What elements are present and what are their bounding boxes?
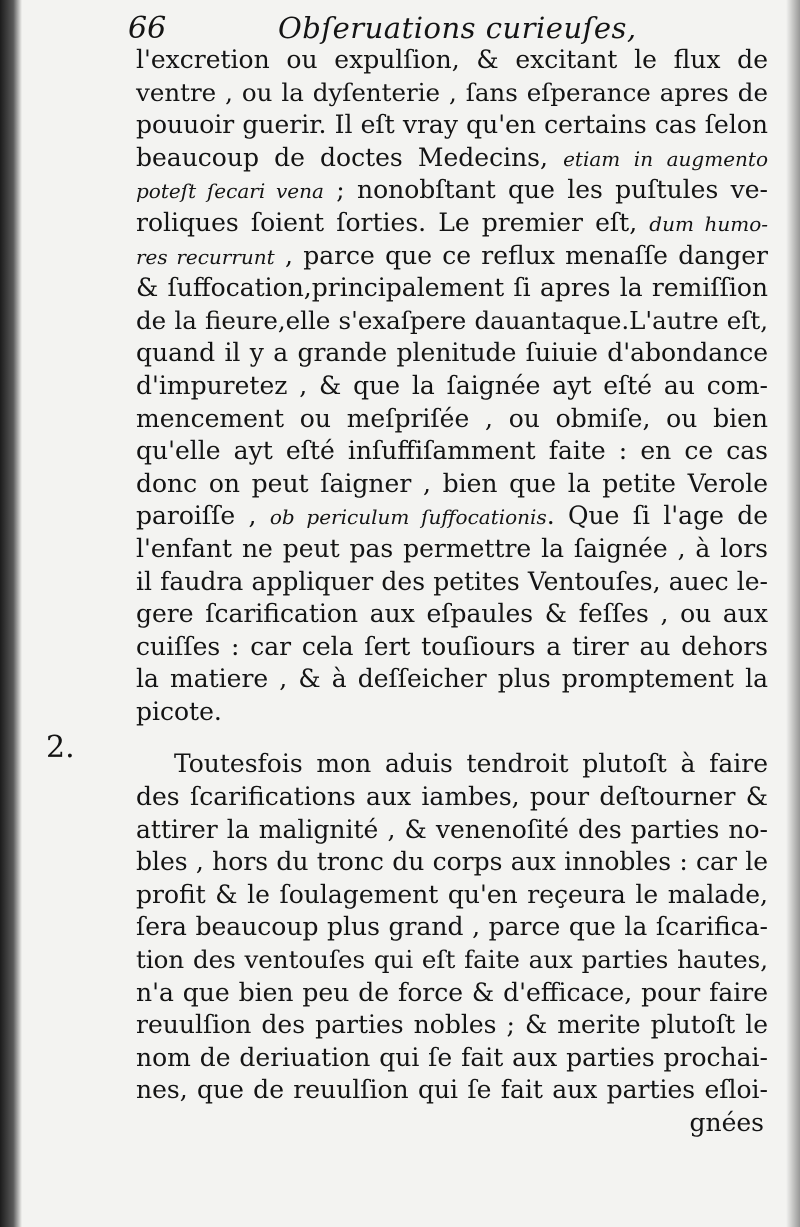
running-title: Obſeruations curieuſes,	[278, 11, 637, 45]
margin-note-number: 2.	[46, 730, 75, 765]
text-segment: tion des ventouſes qui eſt faite aux parties hautes,	[136, 945, 768, 975]
text-segment: n'a que bien peu de force & d'efficace, pour faire	[136, 977, 768, 1007]
text-line	[136, 142, 768, 175]
text-segment: mencement ou meſpriſée , ou obmiſe, ou bien	[136, 403, 768, 433]
text-line	[136, 748, 768, 781]
text-line	[136, 44, 768, 77]
text-line	[136, 814, 768, 847]
text-segment: ; nonobſtant que les puſtules ve-	[323, 175, 768, 205]
text-segment: ſera beaucoup plus grand , parce que la ſcarifica-	[136, 912, 768, 942]
text-segment: quand il y a grande plenitude ſuiuie d'abondance	[136, 338, 768, 368]
text-segment: . Que ſi l'age de	[546, 501, 769, 531]
text-line	[136, 879, 768, 912]
text-line	[136, 109, 768, 142]
text-line	[136, 977, 768, 1010]
paragraph-gap	[136, 728, 768, 748]
text-line	[136, 435, 768, 468]
text-line	[136, 533, 768, 566]
catchword: gnées	[689, 1108, 764, 1137]
text-line	[136, 696, 768, 729]
text-segment: cuiſſes : car cela ſert touſiours a tirer au dehors	[136, 631, 768, 661]
text-segment: des ſcarifications aux iambes, pour deſtourner &	[136, 782, 768, 812]
text-line	[136, 500, 768, 533]
latin-phrase: ob periculum ſuffocationis	[269, 505, 547, 530]
text-line	[136, 598, 768, 631]
text-segment: pouuoir guerir. Il eſt vray qu'en certains cas ſelon	[136, 110, 768, 140]
text-line	[136, 207, 768, 240]
text-line	[136, 174, 768, 207]
page-number: 66	[128, 11, 167, 46]
text-segment: reuulſion des parties nobles ; & merite plutoſt le	[136, 1010, 768, 1040]
text-segment: paroiſſe ,	[136, 501, 270, 531]
text-line	[136, 631, 768, 664]
text-segment: , parce que ce reflux menaſſe danger	[274, 240, 768, 270]
text-line	[136, 403, 768, 436]
latin-phrase: etiam in augmento	[563, 146, 768, 171]
text-line	[136, 305, 768, 338]
latin-phrase: res recurrunt	[136, 244, 275, 269]
text-line	[136, 240, 768, 273]
text-line	[136, 781, 768, 814]
text-segment: donc on peut ſaigner , bien que la petite Verole	[136, 468, 768, 498]
text-line	[136, 1074, 768, 1107]
text-segment: de la fieure,elle s'exaſpere dauantaque.L'autre eſt,	[136, 305, 768, 335]
text-line	[136, 663, 768, 696]
text-line	[136, 272, 768, 305]
text-segment: l'enfant ne peut pas permettre la ſaignée , à lors	[136, 533, 768, 563]
text-line	[136, 1042, 768, 1075]
text-segment: picote.	[136, 696, 222, 726]
text-segment: nes, que de reuulſion qui ſe fait aux parties eſloi-	[136, 1075, 768, 1105]
latin-phrase: poteſt ſecari vena	[136, 179, 324, 204]
text-segment: qu'elle ayt eſté inſuffiſamment faite : en ce cas	[136, 436, 768, 466]
text-segment: ventre , ou la dyſenterie , ſans eſperance apres de	[136, 77, 768, 107]
text-line	[136, 1009, 768, 1042]
text-line	[136, 468, 768, 501]
text-line	[136, 911, 768, 944]
text-segment: Toutesfois mon aduis tendroit plutoſt à faire	[174, 749, 768, 779]
text-segment: gere ſcarification aux eſpaules & feſſes , ou aux	[136, 599, 768, 629]
text-segment: attirer la malignité , & venenoſité des parties no-	[136, 814, 768, 844]
text-segment: bles , hors du tronc du corps aux innobles : car le	[136, 847, 768, 877]
text-segment: & ſuffocation,principalement ſi apres la remiſſion	[136, 273, 768, 303]
body-text	[136, 44, 768, 1140]
text-segment: profit & le ſoulagement qu'en reçeura le malade,	[136, 879, 768, 909]
text-segment: la matiere , & à deſſeicher plus promptement la	[136, 664, 768, 694]
text-segment: beaucoup de doctes Medecins,	[136, 142, 564, 172]
text-line	[136, 337, 768, 370]
text-segment: l'excretion ou expulſion, & excitant le flux de	[136, 45, 768, 74]
text-line	[136, 77, 768, 110]
text-segment: d'impuretez , & que la ſaignée ayt eſté au com-	[136, 370, 768, 400]
text-line	[136, 944, 768, 977]
text-segment: il faudra appliquer des petites Ventouſes, auec le-	[136, 566, 768, 596]
text-segment: nom de deriuation qui ſe fait aux parties prochai-	[136, 1042, 768, 1072]
latin-phrase: dum humo-	[649, 211, 768, 236]
text-line	[136, 566, 768, 599]
text-line	[136, 846, 768, 879]
text-line	[136, 370, 768, 403]
text-segment: roliques ſoient ſorties. Le premier eſt,	[136, 207, 650, 237]
